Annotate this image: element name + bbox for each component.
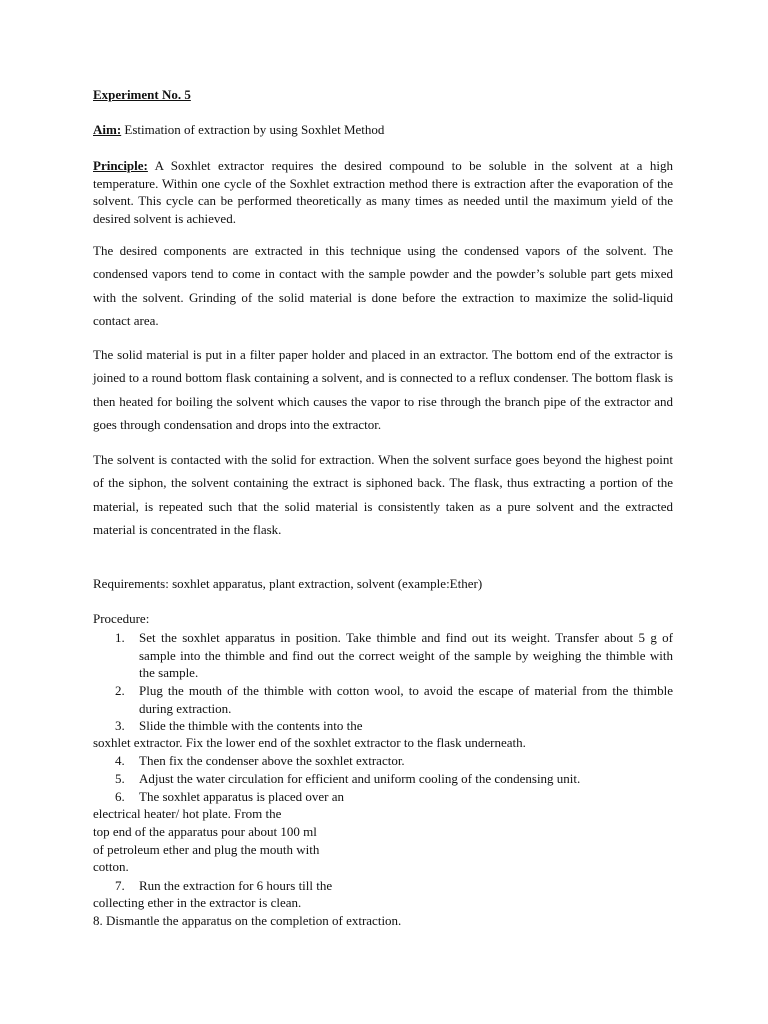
paragraph-condensed-vapors: The desired components are extracted in this technique using the condensed vapors of the solvent. The condensed vapors tend to come in contact with the sample powder and the powder’s soluble part gets mixed with the solvent. Grinding of the solid material is done before the extraction to maximize the solid-liquid contact area. [93,243,673,328]
procedure-step-3-continued: soxhlet extractor. Fix the lower end of the soxhlet extractor to the flask underneath. [93,735,526,750]
procedure-step-3: 3. Slide the thimble with the contents into the [115,718,363,733]
procedure-step-6: 6. The soxhlet apparatus is placed over an [115,789,345,804]
paragraph-solvent-contact: The solvent is contacted with the solid for extraction. When the solvent surface goes beyond the highest point of the siphon, the solvent containing the extract is siphoned back. The flask, thus extracting a portion of the material, is repeated such that the solid material is consistently taken as a pure solvent and the extracted material is concentrated in the flask. [93,452,673,537]
procedure-step-6-continued-2: top end of the apparatus pour about 100 ml [93,824,317,839]
procedure-step-7-continued: collecting ether in the extractor is clean. [93,895,302,910]
procedure-step-6-continued-1: electrical heater/ hot plate. From the [93,806,282,821]
procedure-step-8: 8. Dismantle the apparatus on the completion of extraction. [93,913,402,928]
procedure-step-2: 2. Plug the mouth of the thimble with cotton wool, to avoid the escape of material from the thimble during extraction. [115,683,673,716]
requirements-line: Requirements: soxhlet apparatus, plant extraction, solvent (example:Ether) [93,576,483,591]
procedure-step-4: 4. Then fix the condenser above the soxhlet extractor. [115,753,405,768]
paragraph-solid-material: The solid material is put in a filter paper holder and placed in an extractor. The bottom end of the extractor is joined to a round bottom flask containing a solvent, and is connected to a reflux condenser. The bottom flask is then heated for boiling the solvent which causes the vapor to rise through the branch pipe of the extractor and goes through condensation and drops into the extractor. [93,347,673,432]
procedure-step-6-continued-3: of petroleum ether and plug the mouth with [93,842,320,857]
procedure-step-7: 7. Run the extraction for 6 hours till the [115,878,333,893]
procedure-step-5: 5. Adjust the water circulation for efficient and uniform cooling of the condensing unit. [115,771,581,786]
aim-line: Aim: Estimation of extraction by using Soxhlet Method [93,122,385,137]
experiment-title: Experiment No. 5 [93,87,191,102]
procedure-step-1: 1. Set the soxhlet apparatus in position. Take thimble and find out its weight. Transfer about 5 g of sample into the thimble and find out the correct weight of the sample by weighing the thimble with the sample. [115,630,673,681]
procedure-step-6-continued-4: cotton. [93,859,129,874]
procedure-heading: Procedure: [93,611,150,626]
principle-paragraph: Principle: A Soxhlet extractor requires the desired compound to be soluble in the solvent at a high temperature. Within one cycle of the Soxhlet extraction method there is extraction after the evaporation of the solvent. This cycle can be performed theoretically as many times as needed until the maximum yield of the desired solvent is achieved. [93,158,673,226]
